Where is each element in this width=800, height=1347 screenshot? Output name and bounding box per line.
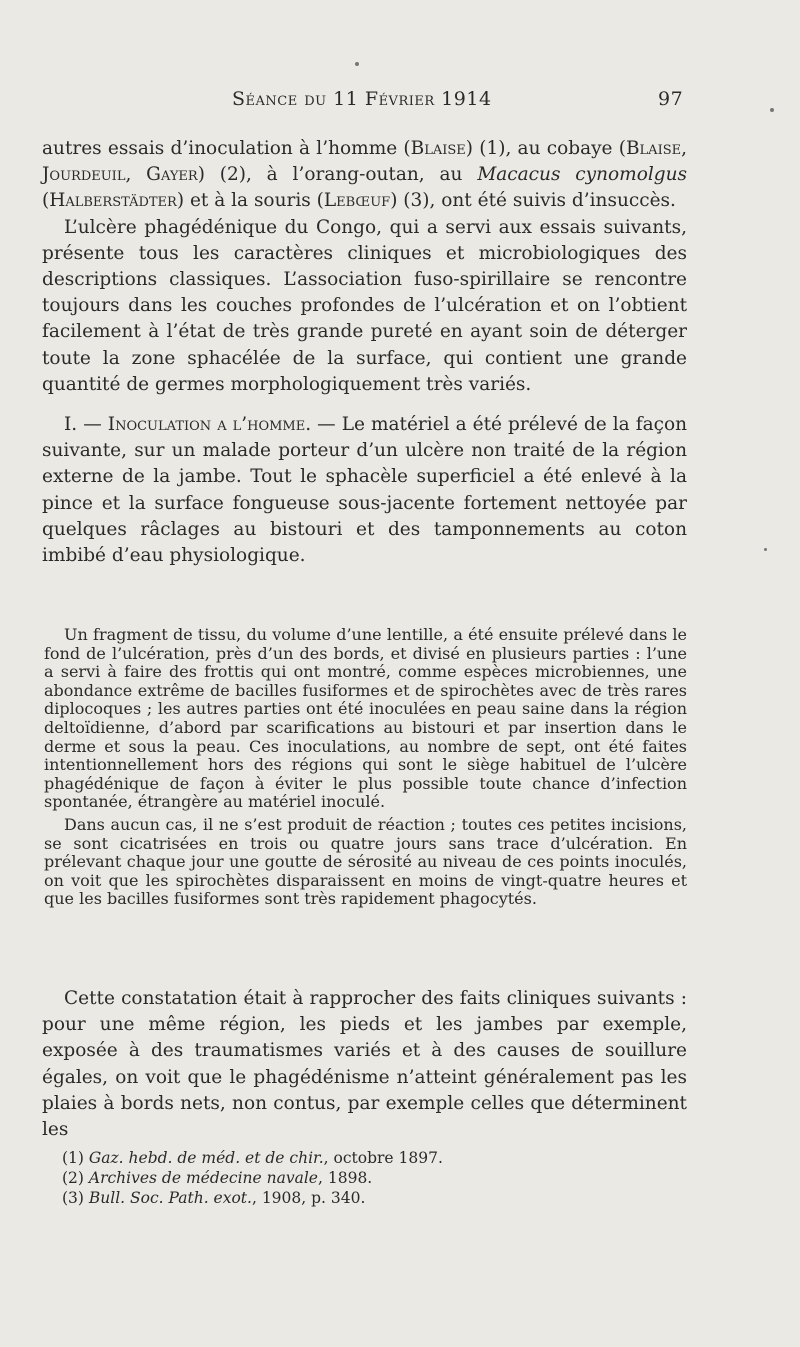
text-run: (	[42, 190, 50, 212]
footnote-source: Gaz. hebd. de méd. et de chir.	[88, 1149, 324, 1167]
scan-speck	[764, 548, 767, 551]
footnote-2	[62, 1168, 682, 1188]
footnotes	[62, 1148, 682, 1208]
text-run: ) (3), ont été suivis d’insuccès.	[390, 190, 676, 212]
footnote-source: Bull. Soc. Path. exot.	[88, 1189, 252, 1207]
footnote-marker: (1)	[62, 1149, 89, 1167]
footnote-1	[62, 1148, 682, 1168]
page-number: 97	[658, 88, 684, 110]
footnote-3	[62, 1188, 682, 1208]
author-name: Halberstädter	[49, 190, 177, 212]
text-run: ) (2), à l’orang-outan, au	[197, 164, 478, 186]
author-name: Blaise	[410, 138, 466, 159]
header-title: Séance du 11 Février 1914	[232, 88, 492, 110]
author-name: Lebœuf	[323, 190, 391, 212]
paragraph-4: Cette constatation était à rapprocher des faits cliniques suivants : pour une même région, les pieds et les jambes par exemple, exposée à des traumatismes variés et à des causes de souillure égales, on voit que le phagédénisme n’atteint généralement pas les plaies à bords nets, non contus, par exemple celles que déterminent les	[42, 988, 687, 1141]
main-text-top	[42, 136, 687, 569]
scan-speck	[770, 108, 774, 112]
section-heading: Inoculation a l’homme.	[107, 414, 312, 436]
text-run: ) et à la souris (	[176, 190, 324, 212]
footnote-marker: (2)	[62, 1169, 89, 1187]
footnote-detail: , octobre 1897.	[323, 1149, 443, 1167]
small-paragraph-2: Dans aucun cas, il ne s’est produit de réaction ; toutes ces petites incisions, se sont cicatrisées en trois ou quatre jours sans trace d’ulcération. En prélevant chaque jour une goutte de sérosité au niveau de ces points inoculés, on voit que les spirochètes disparaissent en moins de vingt-quatre heures et que les bacilles fusiformes sont très rapidement phagocytés.	[44, 814, 687, 909]
text-run: ) (1), au cobaye (	[465, 138, 626, 159]
footnote-detail: , 1908, p. 340.	[251, 1189, 366, 1207]
footnote-marker: (3)	[62, 1189, 89, 1207]
running-header	[0, 88, 800, 118]
small-paragraph-1: Un fragment de tissu, du volume d’une lentille, a été ensuite prélevé dans le fond de l’ulcération, près d’un des bords, et divisé en plusieurs parties : l’une a servi à faire des frottis qui ont montré, comme espèces microbiennes, une abondance extrême de bacilles fusiformes et de spirochètes avec de très rares diplocoques ; les autres parties ont été inoculées en peau saine dans la région deltoïdienne, d’abord par scarifications au bistouri et par insertion dans le derme et sous la peau. Ces inoculations, au nombre de sept, ont été faites intentionnellement hors des régions qui sont le siège habituel de l’ulcère phagédénique de façon à éviter le plus possible toute chance d’infection spontanée, étrangère au matériel inoculé.	[44, 625, 687, 812]
footnote-source: Archives de médecine navale	[88, 1169, 318, 1187]
author-name: Blaise, Jourdeuil, Gayer	[42, 138, 687, 186]
section-number: I. —	[64, 414, 108, 436]
main-text-bottom	[42, 986, 687, 1143]
text-run: autres essais d’inoculation à l’homme (	[42, 138, 411, 159]
paragraph-1	[42, 136, 687, 215]
scan-speck	[355, 62, 359, 66]
text-run: — Le matériel a été prélevé de la façon suivante, sur un malade porteur d’un ulcère non traité de la région externe de la jambe. Tout le sphacèle superficiel a été enlevé à la pince et la surface fongueuse sous-jacente fortement nettoyée par quelques râclages au bistouri et des tamponnements au coton imbibé d’eau physiologique.	[42, 414, 688, 567]
small-print-block	[44, 626, 687, 909]
paragraph-2: L’ulcère phagédénique du Congo, qui a servi aux essais suivants, présente tous les caractères cliniques et microbiologiques des descriptions classiques. L’association fuso-spirillaire se rencontre toujours dans les couches profondes de l’ulcération et on l’obtient facilement à l’état de très grande pureté en ayant soin de déterger toute la zone sphacélée de la surface, qui contient une grande quantité de germes morphologiquement très variés.	[42, 216, 687, 395]
footnote-detail: , 1898.	[318, 1169, 373, 1187]
species-name: Macacus cynomolgus	[477, 164, 688, 186]
paragraph-3	[42, 412, 687, 569]
